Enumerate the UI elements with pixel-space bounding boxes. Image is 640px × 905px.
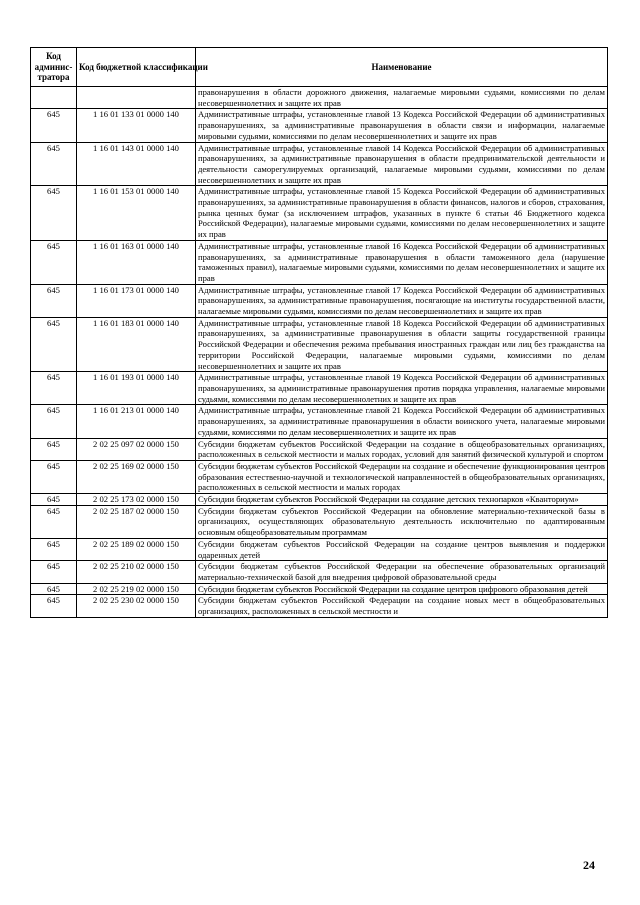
cell-name: Субсидии бюджетам субъектов Российской Федерации на обеспечение образовательных организаций материально-технической базой для внедрения цифровой образовательной среды — [196, 561, 608, 583]
cell-admin-code: 645 — [31, 595, 77, 617]
table-row — [31, 460, 608, 493]
cell-name: Субсидии бюджетам субъектов Российской Федерации на создание детских технопарков «Кванториум» — [196, 494, 608, 506]
cell-budget-code: 1 16 01 163 01 0000 140 — [77, 240, 196, 284]
cell-name: Субсидии бюджетам субъектов Российской Федерации на создание в общеобразовательных организациях, расположенных в сельской местности и малых городах, условий для занятий физической культурой и спортом — [196, 438, 608, 460]
table-body — [31, 87, 608, 618]
header-admin-code: Код администратора — [31, 48, 77, 87]
table-row — [31, 142, 608, 186]
cell-budget-code: 2 02 25 187 02 0000 150 — [77, 505, 196, 538]
table-row — [31, 583, 608, 595]
table-row — [31, 284, 608, 317]
cell-admin-code: 645 — [31, 240, 77, 284]
cell-name: Административные штрафы, установленные главой 16 Кодекса Российской Федерации об административных правонарушениях, за административные правонарушения в области таможенного дела (нарушение таможенных правил), налагаемые мировыми судьями, комиссиями по делам несовершеннолетних и защите их прав — [196, 240, 608, 284]
table-row — [31, 595, 608, 617]
cell-admin-code: 645 — [31, 561, 77, 583]
cell-budget-code: 2 02 25 189 02 0000 150 — [77, 538, 196, 560]
table-row — [31, 317, 608, 372]
cell-admin-code: 645 — [31, 186, 77, 241]
cell-admin-code: 645 — [31, 142, 77, 186]
cell-budget-code: 2 02 25 169 02 0000 150 — [77, 460, 196, 493]
table-row — [31, 561, 608, 583]
table-row — [31, 240, 608, 284]
cell-name: Административные штрафы, установленные главой 18 Кодекса Российской Федерации об административных правонарушениях, за административные правонарушения в области защиты государственной границы Российской Федерации и обеспечения режима пребывания иностранных граждан или лиц без гражданства на территории Российской Федерации, налагаемые мировыми судьями, комиссиями по делам несовершеннолетних и защите их прав — [196, 317, 608, 372]
cell-name: Административные штрафы, установленные главой 19 Кодекса Российской Федерации об административных правонарушениях, за административные правонарушения против порядка управления, налагаемые мировыми судьями, комиссиями по делам несовершеннолетних и защите их прав — [196, 372, 608, 405]
cell-budget-code: 1 16 01 193 01 0000 140 — [77, 372, 196, 405]
cell-admin-code — [31, 87, 77, 109]
cell-name: Субсидии бюджетам субъектов Российской Федерации на создание центров цифрового образования детей — [196, 583, 608, 595]
table-row — [31, 438, 608, 460]
cell-admin-code: 645 — [31, 494, 77, 506]
cell-name: Административные штрафы, установленные главой 21 Кодекса Российской Федерации об административных правонарушениях, за административные правонарушения в области воинского учета, налагаемые мировыми судьями, комиссиями по делам несовершеннолетних и защите их прав — [196, 405, 608, 438]
budget-classification-table — [30, 47, 608, 618]
cell-name: Административные штрафы, установленные главой 17 Кодекса Российской Федерации об административных правонарушениях, за административные правонарушения, посягающие на институты государственной власти, налагаемые мировыми судьями, комиссиями по делам несовершеннолетних и защите их прав — [196, 284, 608, 317]
cell-budget-code: 1 16 01 143 01 0000 140 — [77, 142, 196, 186]
cell-budget-code — [77, 87, 196, 109]
cell-budget-code: 2 02 25 173 02 0000 150 — [77, 494, 196, 506]
cell-admin-code: 645 — [31, 538, 77, 560]
cell-name: Административные штрафы, установленные главой 14 Кодекса Российской Федерации об административных правонарушениях, за административные правонарушения в области предпринимательской деятельности и деятельности саморегулируемых организаций, налагаемые мировыми судьями, комиссиями по делам несовершеннолетних и защите их прав — [196, 142, 608, 186]
table-row — [31, 186, 608, 241]
cell-admin-code: 645 — [31, 405, 77, 438]
cell-admin-code: 645 — [31, 460, 77, 493]
table-row — [31, 109, 608, 142]
page-number: 24 — [583, 858, 595, 872]
cell-budget-code: 2 02 25 210 02 0000 150 — [77, 561, 196, 583]
table-header-row — [31, 48, 608, 87]
cell-name: Субсидии бюджетам субъектов Российской Федерации на создание и обеспечение функционирования центров образования естественно-научной и технологической направленностей в общеобразовательных организациях, расположенных в сельской местности и малых городах — [196, 460, 608, 493]
cell-admin-code: 645 — [31, 372, 77, 405]
cell-budget-code: 1 16 01 173 01 0000 140 — [77, 284, 196, 317]
cell-name: Субсидии бюджетам субъектов Российской Федерации на обновление материально-технической базы в организациях, осуществляющих образовательную деятельность исключительно по адаптированным основным общеобразовательным программам — [196, 505, 608, 538]
cell-budget-code: 1 16 01 183 01 0000 140 — [77, 317, 196, 372]
cell-budget-code: 2 02 25 219 02 0000 150 — [77, 583, 196, 595]
table-row — [31, 505, 608, 538]
cell-admin-code: 645 — [31, 284, 77, 317]
cell-budget-code: 2 02 25 097 02 0000 150 — [77, 438, 196, 460]
cell-name: правонарушения в области дорожного движения, налагаемые мировыми судьями, комиссиями по делам несовершеннолетних и защите их прав — [196, 87, 608, 109]
cell-admin-code: 645 — [31, 438, 77, 460]
table-row — [31, 372, 608, 405]
cell-name: Административные штрафы, установленные главой 13 Кодекса Российской Федерации об административных правонарушениях, за административные правонарушения в области связи и информации, налагаемые мировыми судьями, комиссиями по делам несовершеннолетних и защите их прав — [196, 109, 608, 142]
cell-admin-code: 645 — [31, 317, 77, 372]
cell-name: Субсидии бюджетам субъектов Российской Федерации на создание центров выявления и поддержки одаренных детей — [196, 538, 608, 560]
cell-name: Субсидии бюджетам субъектов Российской Федерации на создание новых мест в общеобразовательных организациях, расположенных в сельской местности и — [196, 595, 608, 617]
cell-admin-code: 645 — [31, 583, 77, 595]
cell-admin-code: 645 — [31, 505, 77, 538]
cell-budget-code: 1 16 01 133 01 0000 140 — [77, 109, 196, 142]
cell-budget-code: 1 16 01 213 01 0000 140 — [77, 405, 196, 438]
table-row — [31, 87, 608, 109]
table-row — [31, 405, 608, 438]
table-row — [31, 538, 608, 560]
header-budget-code: Код бюджетной классификации — [77, 48, 196, 87]
table-row — [31, 494, 608, 506]
cell-name: Административные штрафы, установленные главой 15 Кодекса Российской Федерации об административных правонарушениях, за административные правонарушения в области финансов, налогов и сборов, страхования, рынка ценных бумаг (за исключением штрафов, указанных в пункте 6 статьи 46 Бюджетного кодекса Российской Федерации), налагаемые мировыми судьями, комиссиями по делам несовершеннолетних и защите их прав — [196, 186, 608, 241]
cell-admin-code: 645 — [31, 109, 77, 142]
header-name: Наименование — [196, 48, 608, 87]
cell-budget-code: 2 02 25 230 02 0000 150 — [77, 595, 196, 617]
cell-budget-code: 1 16 01 153 01 0000 140 — [77, 186, 196, 241]
